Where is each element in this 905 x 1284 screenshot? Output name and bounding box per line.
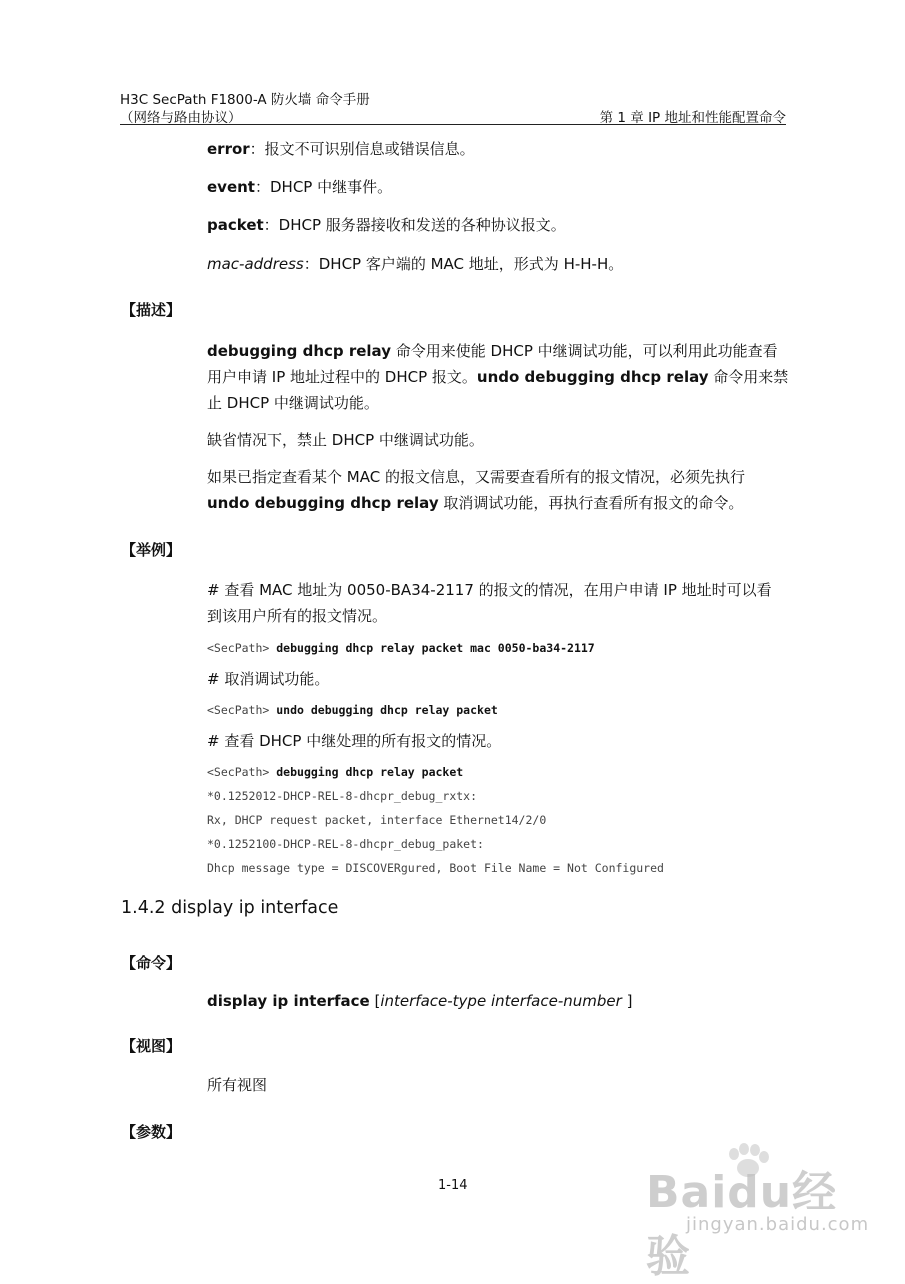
header-manual-title: H3C SecPath F1800-A 防火墙 命令手册 xyxy=(120,92,370,108)
cli-command: debugging dhcp relay packet xyxy=(276,765,464,779)
baidu-watermark xyxy=(640,1142,870,1282)
heading-command: 【命令】 xyxy=(121,954,182,972)
text: 用户申请 IP 地址过程中的 DHCP 报文。 xyxy=(207,368,477,386)
code-output-3: *0.1252100-DHCP-REL-8-dhcpr_debug_paket: xyxy=(207,837,484,851)
heading-view: 【视图】 xyxy=(121,1037,182,1055)
view-text: 所有视图 xyxy=(207,1076,268,1094)
param-desc: ：DHCP 服务器接收和发送的各种协议报文。 xyxy=(263,216,566,234)
desc-p3-line2 xyxy=(207,490,743,516)
bracket-open: [ xyxy=(369,992,381,1010)
desc-p2: 缺省情况下，禁止 DHCP 中继调试功能。 xyxy=(207,431,484,449)
section-title: 1.4.2 display ip interface xyxy=(121,898,339,918)
command-args: interface-type interface-number xyxy=(380,992,622,1010)
example-comment-3: # 查看 DHCP 中继处理的所有报文的情况。 xyxy=(207,732,502,750)
page-number: 1-14 xyxy=(438,1178,468,1193)
example-comment-1b: 到该用户所有的报文情况。 xyxy=(207,607,388,625)
heading-description: 【描述】 xyxy=(121,301,182,319)
header-chapter: 第 1 章 IP 地址和性能配置命令 xyxy=(599,110,786,126)
param-keyword: packet xyxy=(207,216,264,234)
watermark-url: jingyan.baidu.com xyxy=(686,1214,870,1235)
cli-command: undo debugging dhcp relay packet xyxy=(276,703,498,717)
text: 命令用来禁 xyxy=(708,368,789,386)
param-mac-address xyxy=(207,251,623,277)
watermark-logo: Baidu经验 xyxy=(646,1167,838,1282)
param-desc: ：DHCP 客户端的 MAC 地址，形式为 H-H-H。 xyxy=(303,255,624,273)
bracket-close: ] xyxy=(621,992,633,1010)
param-keyword: error xyxy=(207,140,250,158)
text: 命令用来使能 DHCP 中继调试功能，可以利用此功能查看 xyxy=(391,342,778,360)
keyword: undo debugging dhcp relay xyxy=(476,368,709,386)
desc-p1-line1 xyxy=(207,338,778,364)
param-desc: ：报文不可识别信息或错误信息。 xyxy=(249,140,475,158)
cli-command: debugging dhcp relay packet mac 0050-ba34-2117 xyxy=(276,641,595,655)
keyword: undo debugging dhcp relay xyxy=(207,494,439,512)
param-keyword: event xyxy=(207,178,255,196)
desc-p3-line1: 如果已指定查看某个 MAC 的报文信息，又需要查看所有的报文情况，必须先执行 xyxy=(207,468,745,486)
param-desc: ：DHCP 中继事件。 xyxy=(254,178,393,196)
heading-parameters: 【参数】 xyxy=(121,1123,182,1141)
command-keyword: display ip interface xyxy=(207,992,370,1010)
example-comment-1a: # 查看 MAC 地址为 0050-BA34-2117 的报文的情况，在用户申请 IP 地址时可以看 xyxy=(207,581,772,599)
page-header xyxy=(120,88,786,125)
param-packet xyxy=(207,212,566,238)
cli-prompt: <SecPath> xyxy=(207,703,270,717)
desc-p1-line3: 止 DHCP 中继调试功能。 xyxy=(207,394,379,412)
cli-prompt: <SecPath> xyxy=(207,765,270,779)
param-keyword: mac-address xyxy=(207,255,304,273)
header-volume: （网络与路由协议） xyxy=(120,110,242,126)
keyword: debugging dhcp relay xyxy=(207,342,391,360)
code-output-2: Rx, DHCP request packet, interface Ethernet14/2/0 xyxy=(207,813,547,827)
code-line-cmd2 xyxy=(207,703,498,717)
code-output-4: Dhcp message type = DISCOVERgured, Boot File Name = Not Configured xyxy=(207,861,664,875)
desc-p1-line2 xyxy=(207,364,788,390)
param-event xyxy=(207,174,392,200)
code-line-cmd3 xyxy=(207,765,463,779)
cli-prompt: <SecPath> xyxy=(207,641,270,655)
code-line-cmd1 xyxy=(207,641,595,655)
param-error xyxy=(207,136,475,162)
heading-example: 【举例】 xyxy=(121,541,182,559)
example-comment-2: # 取消调试功能。 xyxy=(207,670,330,688)
text: 取消调试功能，再执行查看所有报文的命令。 xyxy=(438,494,744,512)
command-syntax xyxy=(207,988,632,1014)
code-output-1: *0.1252012-DHCP-REL-8-dhcpr_debug_rxtx: xyxy=(207,789,478,803)
